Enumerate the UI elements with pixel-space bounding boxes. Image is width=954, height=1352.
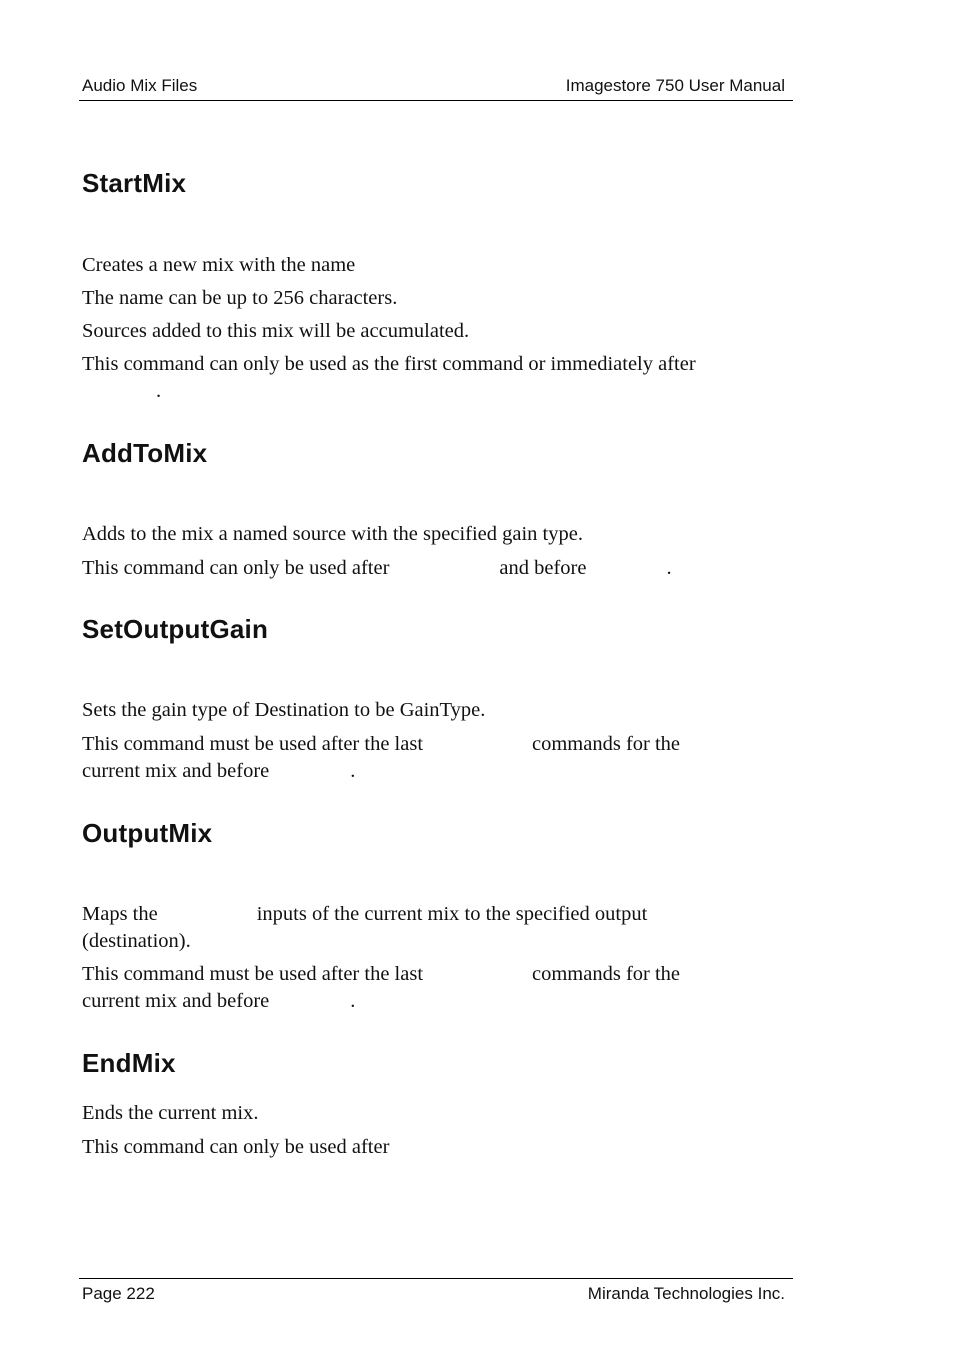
setoutputgain-desc: Sets the gain type of Destination to be GainType. — [82, 699, 486, 721]
page-header — [79, 76, 793, 101]
startmix-name-limit: The name can be up to 256 characters. — [82, 287, 398, 309]
addtomix-usage-c: . — [666, 557, 672, 579]
header-section-title: Audio Mix Files — [82, 76, 198, 95]
setoutputgain-usage-b: commands for the — [532, 733, 681, 755]
outputmix-usage — [82, 961, 680, 1015]
heading-endmix: EndMix — [82, 1048, 176, 1078]
outputmix-usage-d: . — [350, 990, 356, 1012]
footer-company: Miranda Technologies Inc. — [587, 1284, 785, 1303]
endmix-desc: Ends the current mix. — [82, 1102, 259, 1124]
heading-startmix: StartMix — [82, 168, 187, 198]
outputmix-desc — [82, 901, 647, 955]
outputmix-desc-a: Maps the — [82, 903, 158, 925]
startmix-usage-line: This command can only be used as the first command or immediately after — [82, 353, 696, 375]
heading-addtomix: AddToMix — [82, 438, 208, 468]
header-manual-title: Imagestore 750 User Manual — [565, 76, 785, 95]
addtomix-usage-a: This command can only be used after — [82, 557, 390, 579]
heading-outputmix: OutputMix — [82, 818, 213, 848]
addtomix-usage — [82, 555, 672, 582]
setoutputgain-usage-d: . — [350, 760, 356, 782]
page-footer — [79, 1278, 793, 1307]
heading-setoutputgain: SetOutputGain — [82, 614, 269, 644]
outputmix-usage-a: This command must be used after the last — [82, 963, 424, 985]
setoutputgain-usage-c: current mix and before — [82, 760, 270, 782]
footer-page-number: Page 222 — [82, 1284, 155, 1303]
startmix-desc: Creates a new mix with the name — [82, 254, 356, 276]
startmix-usage-end: . — [156, 380, 162, 402]
setoutputgain-usage — [82, 731, 680, 785]
outputmix-usage-c: current mix and before — [82, 990, 270, 1012]
outputmix-usage-b: commands for the — [532, 963, 681, 985]
addtomix-usage-b: and before — [499, 557, 587, 579]
endmix-usage: This command can only be used after — [82, 1136, 390, 1158]
outputmix-desc-b: inputs of the current mix to the specified output — [256, 903, 648, 925]
outputmix-desc-c: (destination). — [82, 930, 191, 952]
startmix-accumulate: Sources added to this mix will be accumulated. — [82, 320, 470, 342]
setoutputgain-usage-a: This command must be used after the last — [82, 733, 424, 755]
addtomix-desc: Adds to the mix a named source with the specified gain type. — [82, 523, 583, 545]
startmix-usage — [82, 351, 696, 405]
